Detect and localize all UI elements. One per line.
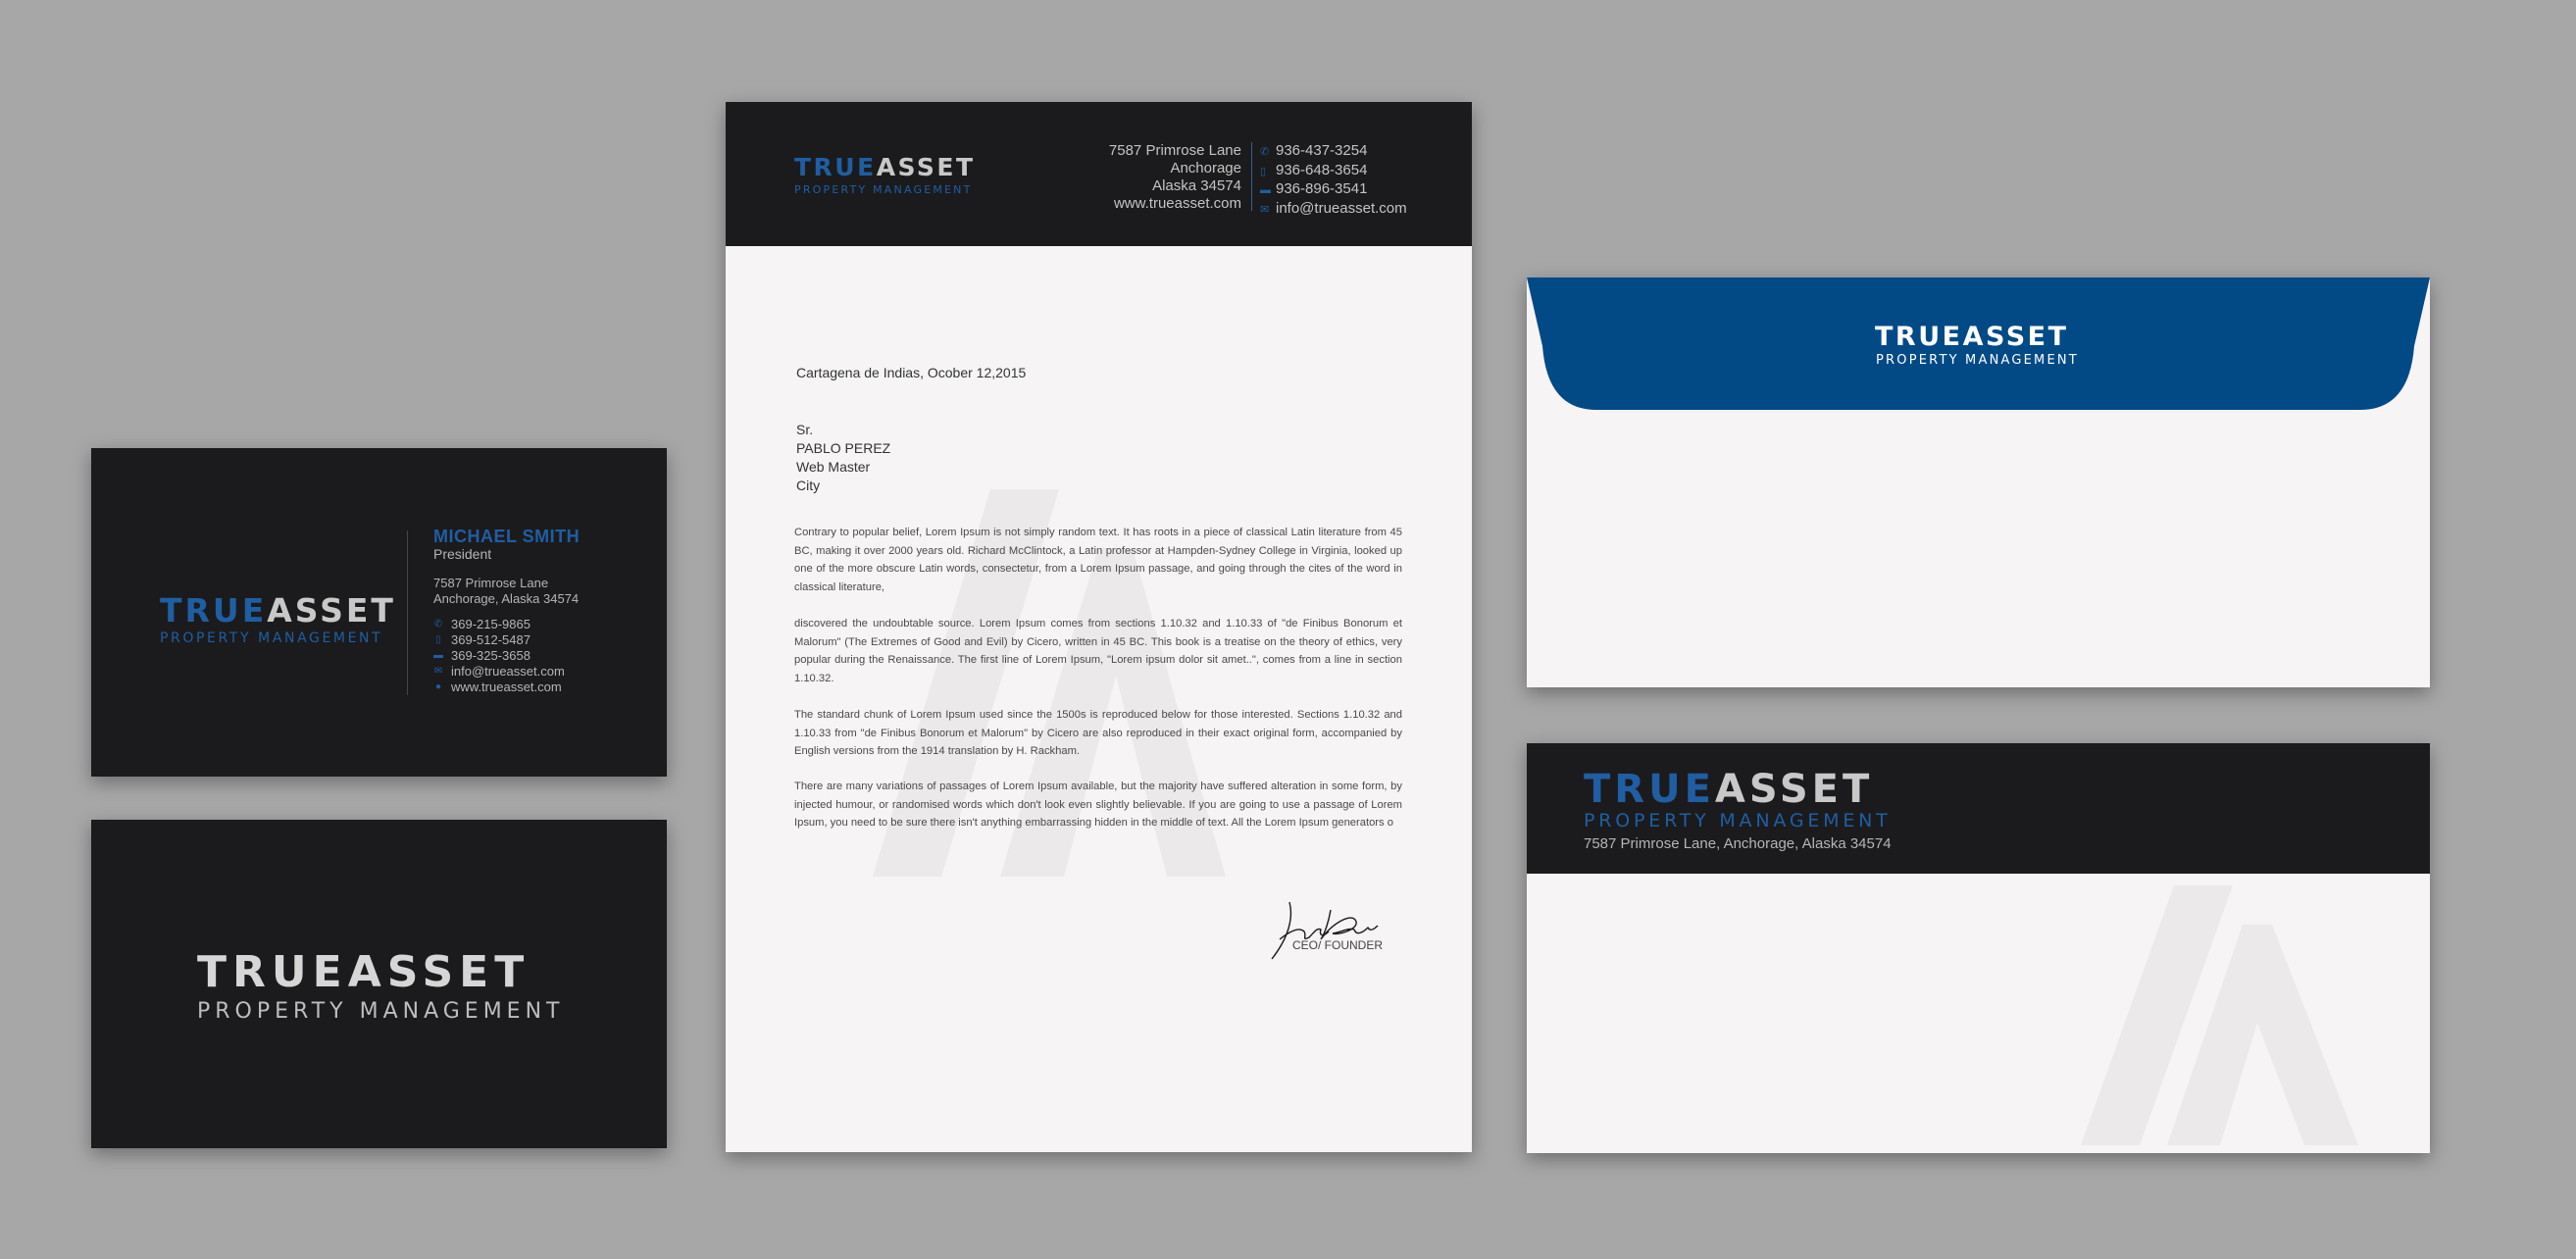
envelope-front [1527,743,2430,1153]
signature [1260,892,1388,971]
company-contacts: ✆ 936-437-3254 ▯ 936-648-3654 ▬ 936-896-3541 ✉ info@trueasset.com [1260,142,1407,219]
phone-icon: ✆ [1260,146,1270,158]
company-address: 7587 Primrose Lane Anchorage Alaska 34574 www.trueasset.com [1108,142,1241,212]
brand-logo: TRUEASSET [1875,322,2069,352]
globe-icon: ● [434,681,442,692]
brand-logo: TRUEASSET [1584,767,1874,812]
return-address: 7587 Primrose Lane, Anchorage, Alaska 34574 [1584,835,1892,852]
mobile-icon: ▯ [435,634,441,645]
contact-row: ✆ 369-215-9865 [433,617,530,631]
contact-row: ▯ 369-512-5487 [433,632,580,648]
letter-paragraph: discovered the undoubtable source. Lorem Ipsum comes from sections 1.10.32 and 1.10.33 of "de Finibus Bonorum et Malorum" (The Extremes of Good and Evil) by Cicero, written in 45 BC. This book is a treatise on the theory of ethics, very popular during the Renaissance. The first line of Lorem Ipsum, "Lorem ipsum dolor sit amet..", comes from a line in section 1.10.32. [794,618,1402,684]
brand-subtitle: PROPERTY MANAGEMENT [1876,353,2079,368]
person-name: MICHAEL SMITH [433,527,581,546]
brand-subtitle: PROPERTY MANAGEMENT [1584,810,1892,831]
divider [1251,142,1252,211]
phone-icon: ✆ [433,619,443,630]
letter-paragraph: There are many variations of passages of Lorem Ipsum available, but the majority have suffered alteration in some form, by injected humour, or randomised words which don't look even slightly believable. If you are going to use a passage of Lorem Ipsum, you need to be sure there isn't anything embarrassing hidden in the middle of text. All the Lorem Ipsum generators o [794,781,1402,829]
watermark-logo [2081,885,2365,1150]
address-line: 7587 Primrose Lane [433,576,549,590]
fax-icon: ▬ [433,650,443,661]
brand-subtitle: PROPERTY MANAGEMENT [197,999,565,1024]
person-title: President [433,546,492,562]
fax-icon: ▬ [1260,184,1271,196]
letter-date: Cartagena de Indias, Ocober 12,2015 [796,365,1027,380]
email-icon: ✉ [433,666,443,677]
contact-row: ✉ info@trueasset.com [433,664,565,679]
brand-logo: TRUEASSET [160,591,396,630]
envelope-header [1527,743,2430,874]
brand-subtitle: PROPERTY MANAGEMENT [794,183,973,196]
mobile-icon: ▯ [1260,165,1267,177]
brand-logo: TRUEASSET [197,947,530,997]
envelope-back [1527,277,2430,687]
letter-recipient: Sr. PABLO PEREZ Web Master City [796,422,891,493]
contact-row: ● www.trueasset.com [434,680,562,694]
brand-subtitle: PROPERTY MANAGEMENT [160,630,383,646]
contact-block [433,529,580,695]
letterhead-header [726,102,1472,246]
letterhead [726,102,1472,1152]
brand-logo: TRUEASSET [794,153,976,181]
signature-role: CEO/ FOUNDER [1292,938,1384,952]
address-line: Anchorage, Alaska 34574 [433,591,580,606]
letter-paragraph: The standard chunk of Lorem Ipsum used since the 1500s is reproduced below for those interested. Sections 1.10.32 and 1.10.33 from "de Finibus Bonorum et Malorum" by Cicero are also reproduced in their exact original form, accompanied by English versions from the 1914 translation by H. Rackham. [794,709,1402,757]
business-card-back [91,820,667,1148]
contact-row: ▬ 369-325-3658 [433,648,530,663]
letter-paragraph: Contrary to popular belief, Lorem Ipsum is not simply random text. It has roots in a piece of classical Latin literature from 45 BC, making it over 2000 years old. Richard McClintock, a Latin professor at Hampden-Sydney College in Virginia, looked up one of the more obscure Latin words, consectetur, from a Lorem Ipsum passage, and going through the cites of the word in classical literature, [794,527,1402,593]
email-icon: ✉ [1260,203,1270,216]
divider [407,530,408,695]
business-card-front [91,448,667,777]
